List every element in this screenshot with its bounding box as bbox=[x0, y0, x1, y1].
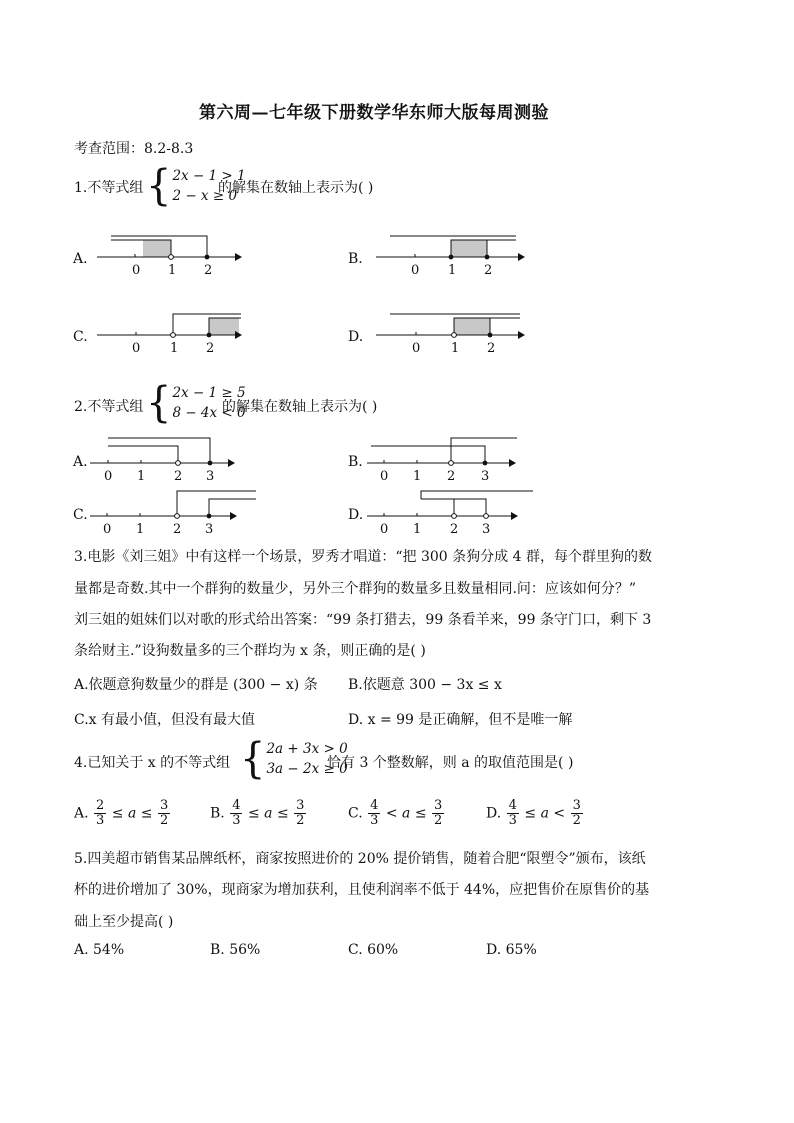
tick-label: 1 bbox=[170, 341, 179, 356]
open-point bbox=[452, 333, 457, 338]
tick-label: 0 bbox=[380, 522, 389, 537]
bracket-line bbox=[108, 438, 210, 463]
fraction: $\frac{3}{2}$ bbox=[159, 798, 169, 828]
q5-option-c[interactable]: C. 60% bbox=[348, 942, 399, 958]
q1-option-b-number-line bbox=[374, 228, 530, 280]
brace-symbol: { bbox=[240, 734, 266, 784]
bracket-line bbox=[454, 499, 486, 516]
tick-label: 3 bbox=[482, 522, 491, 537]
q4-prefix: 4.已知关于 x 的不等式组 bbox=[74, 755, 231, 771]
open-point bbox=[176, 461, 181, 466]
option-label: B. bbox=[210, 805, 225, 822]
q2-option-d-label: D. bbox=[348, 507, 364, 523]
axis-arrow bbox=[511, 512, 518, 520]
bracket-line bbox=[371, 446, 485, 463]
q3-option-d[interactable]: D. x = 99 是正确解，但不是唯一解 bbox=[348, 712, 573, 728]
tick-label: 2 bbox=[174, 469, 183, 484]
tick-label: 2 bbox=[487, 341, 496, 356]
q2-option-b-label: B. bbox=[348, 454, 363, 470]
tick-label: 0 bbox=[380, 469, 389, 484]
brace-symbol: { bbox=[146, 161, 172, 211]
q3-text-line-4: 条给财主.”设狗数量多的三个群均为 x 条，则正确的是( ) bbox=[74, 643, 426, 659]
q2-option-c-label: C. bbox=[73, 507, 88, 523]
closed-point bbox=[485, 255, 490, 260]
fraction: $\frac{4}{3}$ bbox=[370, 798, 379, 828]
tick-label: 1 bbox=[448, 263, 457, 278]
tick-label: 2 bbox=[204, 263, 213, 278]
open-point bbox=[484, 514, 489, 519]
tick-label: 0 bbox=[104, 469, 113, 484]
q2-inequality-2: 8 − 4x < 0 bbox=[172, 405, 246, 421]
bracket-line bbox=[177, 491, 256, 516]
q1-option-a-number-line bbox=[95, 228, 245, 280]
tick-label: 3 bbox=[206, 469, 215, 484]
tick-label: 1 bbox=[413, 469, 422, 484]
tick-label: 3 bbox=[205, 522, 214, 537]
q3-option-b[interactable]: B.依题意 300 − 3x ≤ x bbox=[348, 677, 502, 693]
tick-label: 2 bbox=[447, 469, 456, 484]
tick-label: 0 bbox=[103, 522, 112, 537]
q1-option-d-number-line bbox=[374, 306, 530, 358]
q1-inequality-2: 2 − x ≥ 0 bbox=[172, 188, 238, 204]
q4-inequality-1: 2a + 3x > 0 bbox=[266, 741, 348, 757]
tick-label: 1 bbox=[137, 469, 146, 484]
q5-option-a[interactable]: A. 54% bbox=[74, 942, 125, 958]
q2-inequality-1: 2x − 1 ≥ 5 bbox=[172, 385, 246, 401]
tick-label: 2 bbox=[450, 522, 459, 537]
q3-option-c[interactable]: C.x 有最小值，但没有最大值 bbox=[74, 712, 256, 728]
bracket-line bbox=[421, 491, 533, 499]
q5-option-b[interactable]: B. 56% bbox=[210, 942, 261, 958]
open-point bbox=[175, 514, 180, 519]
tick-label: 0 bbox=[411, 263, 420, 278]
q5-option-d[interactable]: D. 65% bbox=[486, 942, 537, 958]
axis-arrow bbox=[235, 253, 242, 261]
q3-text-line-3: 刘三姐的姐妹们以对歌的形式给出答案：“99 条打猎去，99 条看羊来，99 条守门口，剩下 3 bbox=[74, 612, 652, 628]
closed-point bbox=[207, 514, 212, 519]
q1-option-b-label: B. bbox=[348, 251, 363, 267]
open-point bbox=[452, 514, 457, 519]
closed-point bbox=[449, 255, 454, 260]
tick-label: 2 bbox=[484, 263, 493, 278]
shaded-region bbox=[143, 240, 171, 257]
q4-inequality-2: 3a − 2x ≥ 0 bbox=[266, 761, 348, 777]
closed-point bbox=[205, 255, 210, 260]
fraction: $\frac{4}{3}$ bbox=[232, 798, 241, 828]
q5-text-line-3: 础上至少提高( ) bbox=[74, 914, 174, 930]
q5-text-line-1: 5.四美超市销售某品牌纸杯，商家按照进价的 20% 提价销售，随着合肥“限塑令”颁布，该纸 bbox=[74, 851, 646, 867]
shaded-region bbox=[209, 318, 239, 335]
q2-prefix: 2.不等式组 bbox=[74, 399, 144, 415]
q3-text-line-1: 3.电影《刘三姐》中有这样一个场景，罗秀才唱道：“把 300 条狗分成 4 群，每个群里狗的数 bbox=[74, 549, 652, 565]
q2-option-a-number-line bbox=[88, 432, 240, 486]
bracket-line bbox=[421, 499, 454, 516]
q4-option-c[interactable]: C. $\frac{4}{3}$ < a ≤ $\frac{3}{2}$ bbox=[348, 798, 443, 828]
q4-suffix: 恰有 3 个整数解，则 a 的取值范围是( ) bbox=[327, 755, 574, 771]
fraction: $\frac{4}{3}$ bbox=[508, 798, 517, 828]
q1-option-a-label: A. bbox=[73, 251, 88, 267]
tick-label: 1 bbox=[168, 263, 177, 278]
option-label: C. bbox=[348, 805, 363, 822]
bracket-line bbox=[451, 438, 517, 463]
exam-scope: 考查范围：8.2-8.3 bbox=[74, 141, 194, 157]
fraction: $\frac{3}{2}$ bbox=[296, 798, 305, 828]
axis-arrow bbox=[228, 459, 235, 467]
brace-symbol: { bbox=[146, 378, 172, 428]
closed-point bbox=[488, 333, 493, 338]
closed-point bbox=[208, 461, 213, 466]
bracket-line bbox=[108, 446, 178, 463]
q2-suffix: 的解集在数轴上表示为( ) bbox=[222, 399, 378, 415]
q3-option-a[interactable]: A.依题意狗数量少的群是 (300 − x) 条 bbox=[74, 677, 318, 693]
q4-option-d[interactable]: D. $\frac{4}{3}$ ≤ a < $\frac{3}{2}$ bbox=[486, 798, 581, 828]
tick-label: 1 bbox=[451, 341, 460, 356]
fraction: $\frac{2}{3}$ bbox=[96, 798, 105, 828]
tick-label: 1 bbox=[413, 522, 422, 537]
q1-suffix: 的解集在数轴上表示为( ) bbox=[218, 180, 374, 196]
tick-label: 2 bbox=[206, 341, 215, 356]
page-title: 第六周—七年级下册数学华东师大版每周测验 bbox=[199, 103, 549, 123]
q4-option-a[interactable]: A. $\frac{2}{3}$ ≤ a ≤ $\frac{3}{2}$ bbox=[74, 798, 169, 828]
open-point bbox=[169, 255, 174, 260]
shaded-region bbox=[454, 318, 490, 335]
q1-option-d-label: D. bbox=[348, 329, 364, 345]
fraction: $\frac{3}{2}$ bbox=[434, 798, 443, 828]
q5-text-line-2: 杯的进价增加了 30%，现商家为增加获利，且使利润率不低于 44%，应把售价在原售价的基 bbox=[74, 882, 650, 898]
q2-option-c-number-line bbox=[88, 485, 258, 539]
closed-point bbox=[207, 333, 212, 338]
axis-arrow bbox=[230, 512, 237, 520]
q1-prefix: 1.不等式组 bbox=[74, 180, 144, 196]
open-point bbox=[449, 461, 454, 466]
closed-point bbox=[483, 461, 488, 466]
tick-label: 0 bbox=[132, 263, 141, 278]
q1-option-c-number-line bbox=[95, 306, 245, 358]
tick-label: 0 bbox=[132, 341, 141, 356]
axis-arrow bbox=[509, 459, 516, 467]
q4-option-b[interactable]: B. $\frac{4}{3}$ ≤ a ≤ $\frac{3}{2}$ bbox=[210, 798, 305, 828]
q1-inequality-1: 2x − 1 > 1 bbox=[172, 168, 246, 184]
q2-option-a-label: A. bbox=[73, 454, 88, 470]
tick-label: 0 bbox=[412, 341, 421, 356]
open-point bbox=[171, 333, 176, 338]
axis-arrow bbox=[518, 331, 525, 339]
tick-label: 2 bbox=[173, 522, 182, 537]
option-label: A. bbox=[74, 805, 89, 822]
q2-option-b-number-line bbox=[365, 432, 525, 486]
q1-option-c-label: C. bbox=[73, 329, 88, 345]
tick-label: 3 bbox=[481, 469, 490, 484]
option-label: D. bbox=[486, 805, 502, 822]
tick-label: 1 bbox=[136, 522, 145, 537]
axis-arrow bbox=[518, 253, 525, 261]
shaded-region bbox=[451, 240, 487, 257]
q2-option-d-number-line bbox=[365, 485, 537, 539]
q3-text-line-2: 量都是奇数.其中一个群狗的数量少，另外三个群狗的数量多且数量相同.问：应该如何分？” bbox=[74, 581, 637, 597]
fraction: $\frac{3}{2}$ bbox=[572, 798, 581, 828]
